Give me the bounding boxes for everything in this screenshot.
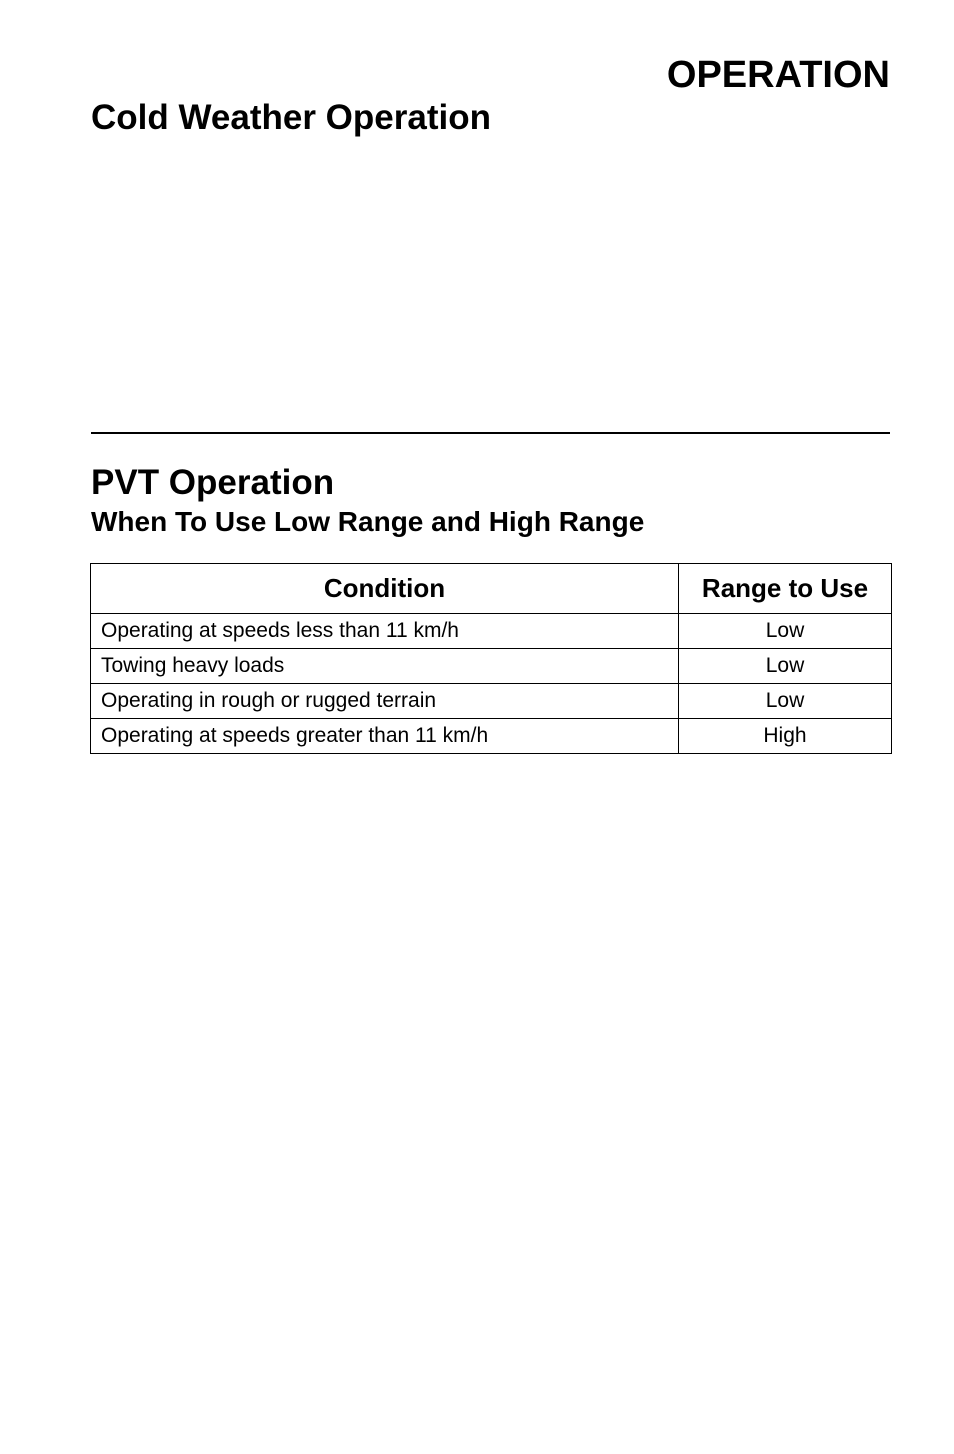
table-row <box>91 649 892 684</box>
section-divider <box>91 432 890 434</box>
condition-cell: Operating at speeds greater than 11 km/h <box>91 719 679 754</box>
condition-cell: Operating in rough or rugged terrain <box>91 684 679 719</box>
range-table <box>90 563 892 754</box>
range-subtitle: When To Use Low Range and High Range <box>91 506 645 537</box>
range-cell: Low <box>679 614 892 649</box>
range-column-header: Range to Use <box>679 564 892 614</box>
condition-column-header: Condition <box>91 564 679 614</box>
range-cell: Low <box>679 649 892 684</box>
pvt-operation-title: PVT Operation <box>91 463 335 502</box>
condition-cell: Towing heavy loads <box>91 649 679 684</box>
table-row <box>91 614 892 649</box>
table-header-row <box>91 564 892 614</box>
range-cell: Low <box>679 684 892 719</box>
cold-weather-title: Cold Weather Operation <box>91 98 491 137</box>
table-row <box>91 719 892 754</box>
table-row <box>91 684 892 719</box>
range-cell: High <box>679 719 892 754</box>
running-header: OPERATION <box>666 54 890 96</box>
condition-cell: Operating at speeds less than 11 km/h <box>91 614 679 649</box>
